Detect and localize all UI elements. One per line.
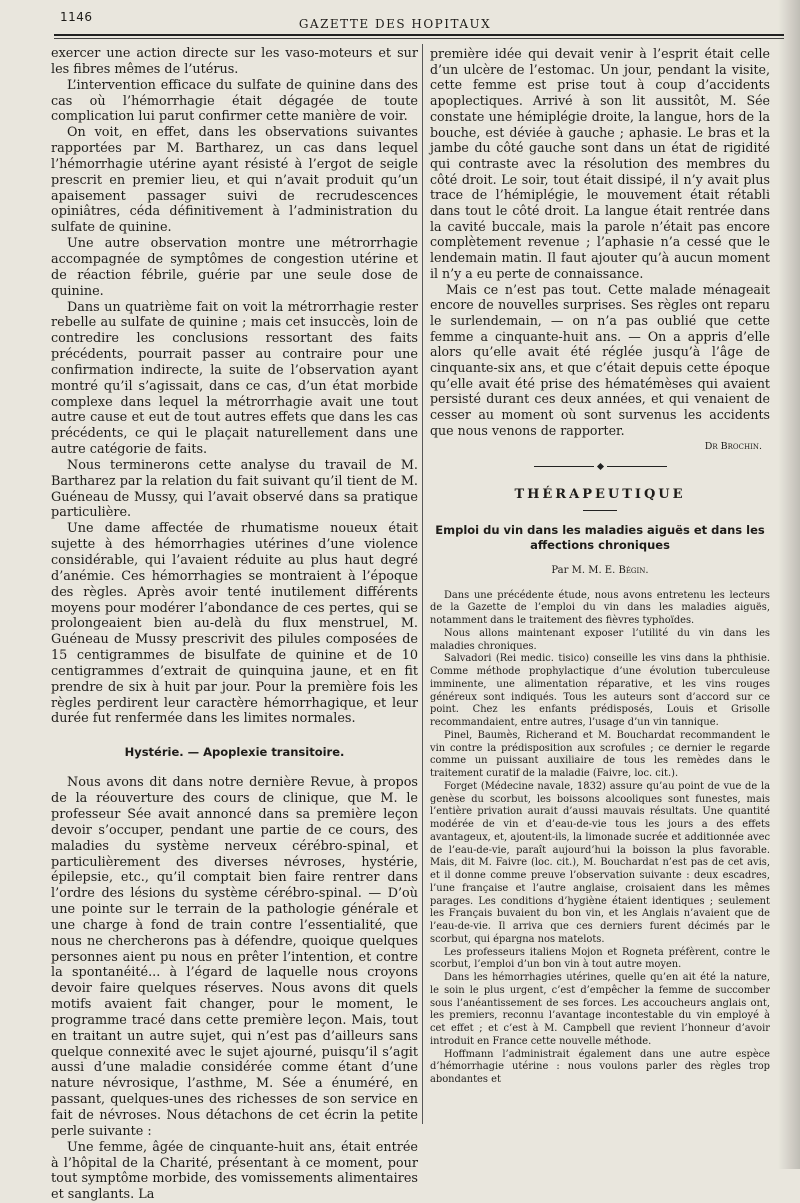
article-byline [430,565,770,576]
header-rule-thin [54,38,784,39]
journal-title: GAZETTE DES HOPITAUX [298,17,492,31]
paragraph: Forget (Médecine navale, 1832) assure qu’au point de vue de la genèse du scorbut, les boissons alcooliques sont funestes, mais l’entière privation aurait d’aussi mauvais résultats. Une quantité modérée de vin et d’eau-de-vie tous les jours a des effets avantageux, et, ajoutent-ils, la limonade sucrée et additionnée avec de l’eau-de-vie, paraît aujourd’hui la boisson la plus favorable. Mais, dit M. Faivre (loc. cit.), M. Bouchardat n’est pas de cet avis, et il donne comme preuve l’observation suivante : deux escadres, l’une française et l’autre anglaise, croisaient dans les mêmes parages. Les conditions d’hygiène étaient identiques ; seulement les Français buvaient du bon vin, et les Anglais n’avaient que de l’eau-de-vie. Il arriva que ces derniers furent décimés par le scorbut, qui épargna nos matelots. [430,780,770,945]
paragraph: Une femme, âgée de cinquante-huit ans, était entrée à l’hôpital de la Charité, présentant à ce moment, pour tout symptôme morbide, des vomissements alimentaires et sanglants. La [51,1139,418,1203]
author-signature: Dr Brochin. [704,440,762,452]
paragraph: Nous allons maintenant exposer l’utilité du vin dans les maladies chroniques. [430,627,770,652]
separator-line [534,466,594,467]
paragraph: Les professeurs italiens Mojon et Rogneta préfèrent, contre le scorbut, l’emploi d’un bon vin à tout autre moyen. [430,946,770,971]
paragraph: Une autre observation montre une métrorrhagie accompagnée de symptômes de congestion utérine et de réaction fébrile, guérie par une seule dose de quinine. [51,236,418,299]
right-column [430,46,770,1087]
paragraph: Dans une précédente étude, nous avons entretenu les lecteurs de la Gazette de l’emploi du vin dans les maladies aiguës, notamment dans le traitement des fièvres typhoïdes. [430,589,770,627]
byline-author: Bégin. [618,564,649,576]
section-separator [430,464,770,469]
page-number: 1146 [60,10,93,24]
page-header [0,0,800,36]
paragraph: exercer une action directe sur les vaso-moteurs et sur les fibres mêmes de l’utérus. [51,46,418,77]
paragraph: Une dame affectée de rhumatisme noueux était sujette à des hémorrhagies utérines d’une violence considérable, qui l’avaient réduite au plus haut degré d’anémie. Ces hémorrhagies se montraient à l’époque des règles. Après avoir tenté inutilement différents moyens pour modérer l’abondance de ces pertes, qui se prolongeaient bien au-delà du flux menstruel, M. Guéneau de Mussy prescrivit des pilules composées de 15 centigrammes de bisulfate de quinine et de 10 centigrammes d’extrait de quinquina jaune, et en fit prendre de six à huit par jour. Pour la première fois les règles perdirent leur caractère hémorrhagique, et leur durée fut renfermée dans les limites normales. [51,521,418,727]
separator-line [607,466,667,467]
paragraph: Salvadori (Rei medic. tisico) conseille les vins dans la phthisie. Comme méthode prophylactique d’une évolution tuberculeuse imminente, une alimentation réparative, et les vins rouges généreux sont indiqués. Tous les auteurs sont d’accord sur ce point. Chez les enfants prédisposés, Louis et Grisolle recommandaient, entre autres, l’usage d’un vin tannique. [430,653,770,729]
page-edge-shadow [778,0,800,1169]
paragraph: Dans les hémorrhagies utérines, quelle qu’en ait été la nature, le soin le plus urgent, c’est d’empêcher la femme de succomber sous l’anéantissement de ses forces. Les accoucheurs anglais ont, les premiers, reconnu l’avantage incontestable du vin employé à cet effet ; et c’est à M. Campbell que revient l’honneur d’avoir introduit en France cette nouvelle méthode. [430,972,770,1047]
section-subheading: Hystérie. — Apoplexie transitoire. [124,745,345,760]
paragraph: Nous terminerons cette analyse du travail de M. Bartharez par la relation du fait suivant qu’il tient de M. Guéneau de Mussy, qui l’avait observé dans sa pratique particulière. [51,457,418,521]
left-column [51,46,418,1203]
paragraph: L’intervention efficace du sulfate de quinine dans des cas où l’hémorrhagie était dégagée de toute complication lui parut confirmer cette manière de voir. [51,77,418,125]
paragraph: Nous avons dit dans notre dernière Revue, à propos de la réouverture des cours de clinique, que M. le professeur Sée avait annoncé dans sa première leçon devoir s’occuper, pendant une partie de ce cours, des maladies du système nerveux cérébro-spinal, et particulièrement des diverses névroses, hystérie, épilepsie, etc., qu’il comptait bien faire rentrer dans l’ordre des lésions du système cérébro-spinal. — D’où une pointe sur le terrain de la pathologie générale et une charge à fond de train contre l’essentialité, que nous ne chercherons pas à défendre, quoique quelques personnes aient pu nous en prêter l’intention, et contre la spontanéité... à l’égard de laquelle nous croyons devoir faire quelques réserves. Nous avons dit quels motifs avaient fait changer, pour le moment, le programme tracé dans cette première leçon. Mais, tout en traitant un autre sujet, qui n’est pas d’ailleurs sans quelque connexité avec le sujet ajourné, puisqu’il s’agit aussi d’une maladie considérée comme étant d’une nature névrosique, l’asthme, M. Sée a énuméré, en passant, quelques-unes des richesses de son service en fait de névroses. Nous détachons de cet écrin la petite perle suivante : [51,775,418,1139]
header-rule-thick [54,34,784,36]
paragraph: Hoffmann l’administrait également dans une autre espèce d’hémorrhagie utérine : nous voulons parler des règles trop abondantes et [430,1048,770,1086]
paragraph: Mais ce n’est pas tout. Cette malade ménageait encore de nouvelles surprises. Ses règles ont reparu le surlendemain, — on n’a pas oublié que cette femme a cinquante-huit ans. — On a appris d’elle alors qu’elle avait été réglée jusqu’à l’âge de cinquante-six ans, et que c’était depuis cette époque qu’elle avait été prise des hématémèses qui avaient persisté durant ces deux années, et qui venaient de cesser au moment où sont survenus les accidents que nous venons de rapporter. [430,281,770,438]
paragraph: première idée qui devait venir à l’esprit était celle d’un ulcère de l’estomac. Un jour, pendant la visite, cette femme est prise tout à coup d’accidents apoplectiques. Arrivé à son lit aussitôt, M. Sée constate une hémiplégie droite, la langue, hors de la bouche, est déviée à gauche ; aphasie. Le bras et la jambe du côté gauche sont dans un état de rigidité qui contraste avec la résolution des membres du côté droit. Le soir, tout était dissipé, il n’y avait plus trace de l’hémiplégie, le mouvement était rétabli dans tout le côté droit. La langue était rentrée dans la cavité buccale, mais la parole n’était pas encore complètement revenue ; l’aphasie n’a cessé que le lendemain matin. Il faut ajouter qu’à aucun moment il n’y a eu perte de connaissance. [430,46,770,281]
article-title: Emploi du vin dans les maladies aiguës et dans les affections chroniques [435,522,765,552]
diamond-ornament-icon [596,463,603,470]
paragraph: Pinel, Baumès, Richerand et M. Bouchardat recommandent le vin contre la prédisposition aux scrofules ; ce dernier le regarde comme un puissant auxiliaire de tous les remèdes dans le traitement curatif de la maladie (Faivre, loc. cit.). [430,729,770,780]
column-divider [422,44,423,1124]
title-rule [583,510,617,511]
paragraph: On voit, en effet, dans les observations suivantes rapportées par M. Bartharez, un cas dans lequel l’hémorrhagie utérine ayant résisté à l’ergot de seigle prescrit en premier lieu, et qui n’avait produit qu’un apaisement passager suivi de recrudescences opiniâtres, céda définitivement à l’administration du sulfate de quinine. [51,125,418,236]
paragraph: Dans un quatrième fait on voit la métrorrhagie rester rebelle au sulfate de quinine ; mais cet insuccès, loin de contredire les conclusions ressortant des faits précédents, pourrait passer au contraire pour une confirmation indirecte, la suite de l’observation ayant montré qu’il s’agissait, dans ce cas, d’un état morbide complexe dans lequel la métrorrhagie avait une tout autre cause et eut de tout autres effets que dans les cas précédents, ce qui le plaçait naturellement dans une autre catégorie de faits. [51,299,418,458]
byline-prefix: Par M. M. E. [551,564,616,576]
section-title: THÉRAPEUTIQUE [514,486,686,502]
